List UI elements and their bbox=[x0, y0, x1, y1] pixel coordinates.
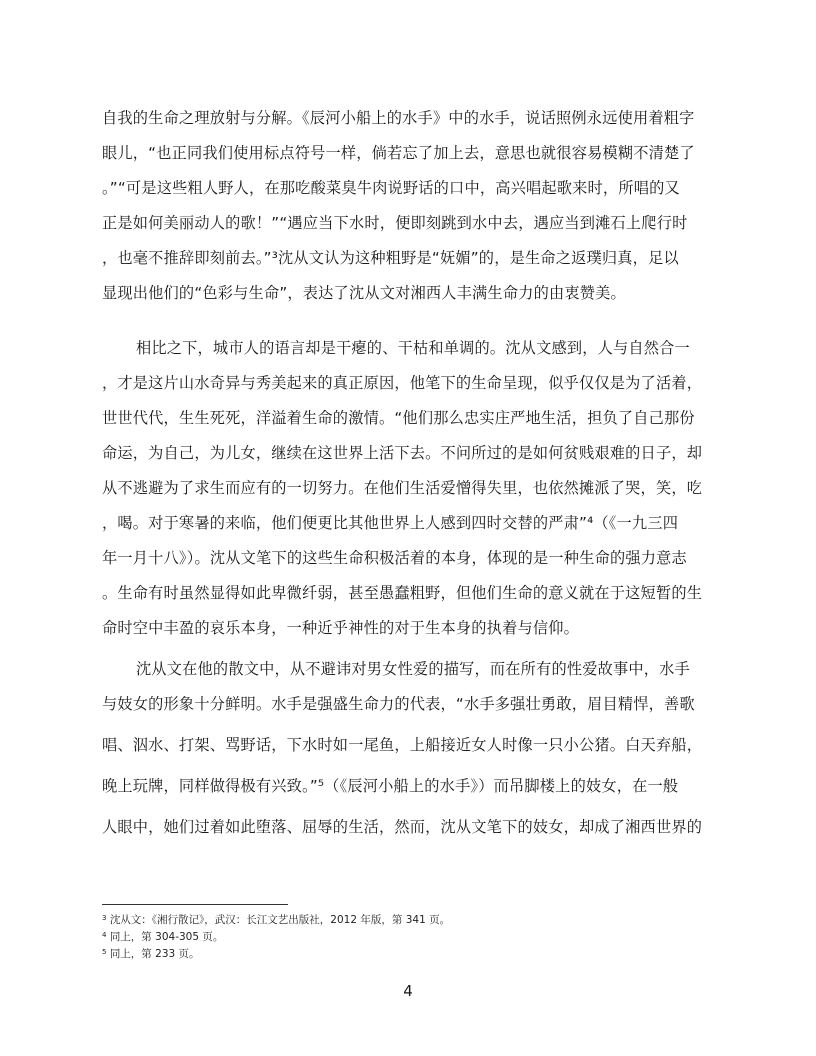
body-line: 命运，为自己，为儿女，继续在这世界上活下去。不问所过的是如何贫贱艰难的日子，却 bbox=[102, 444, 703, 462]
body-line: 眼儿，“也正同我们使用标点符号一样，倘若忘了加上去，意思也就很容易模糊不清楚了 bbox=[102, 144, 695, 162]
body-line: 沈从文在他的散文中，从不避讳对男女性爱的描写，而在所有的性爱故事中，水手 bbox=[136, 660, 690, 678]
body-line: 命时空中丰盈的哀乐本身，一种近乎神性的对于生本身的执着与信仰。 bbox=[102, 619, 580, 637]
body-line: 。生命有时虽然显得如此卑微纤弱，甚至愚蠢粗野，但他们生命的意义就在于这短暂的生 bbox=[102, 584, 703, 602]
footnote-number: 4 bbox=[102, 931, 107, 939]
footnote-text: 同上，第 233 页。 bbox=[109, 948, 200, 960]
body-line: ，喝。对于寒暑的来临，他们便更比其他世界上人感到四时交替的严肃”⁴（《一九三四 bbox=[102, 514, 679, 532]
footnote-text: 同上，第 304-305 页。 bbox=[109, 931, 224, 943]
body-line: 与妓女的形象十分鲜明。水手是强盛生命力的代表，“水手多强壮勇敢，眉目精悍，善歌 bbox=[102, 695, 695, 713]
body-line: 从不逃避为了求生而应有的一切努力。在他们生活爱憎得失里，也依然摊派了哭，笑，吃 bbox=[102, 479, 703, 497]
footnote-divider bbox=[102, 904, 288, 905]
body-line: 显现出他们的“色彩与生命”，表达了沈从文对湘西人丰满生命力的由衷赞美。 bbox=[102, 284, 626, 302]
body-line: 年一月十八》）。沈从文笔下的这些生命积极活着的本身，体现的是一种生命的强力意志 bbox=[102, 549, 687, 567]
body-line: ，也毫不推辞即刻前去。”³沈从文认为这种粗野是“妩媚”的，是生命之返璞归真，足以 bbox=[102, 249, 679, 267]
body-line: 相比之下，城市人的语言却是干瘪的、干枯和单调的。沈从文感到，人与自然合一 bbox=[136, 339, 690, 357]
page-number: 4 bbox=[403, 982, 413, 1000]
body-line: ，才是这片山水奇异与秀美起来的真正原因，他笔下的生命呈现，似乎仅仅是为了活着， bbox=[102, 374, 703, 392]
footnote-text: 沈从文：《湘行散记》，武汉：长江文艺出版社，2012 年版，第 341 页。 bbox=[109, 914, 451, 926]
footnote bbox=[102, 946, 200, 961]
body-line: 。”“可是这些粗人野人，在那吃酸菜臭牛肉说野话的口中，高兴唱起歌来时，所唱的又 bbox=[102, 179, 680, 197]
footnote bbox=[102, 929, 223, 944]
body-line: 晚上玩牌，同样做得极有兴致。”⁵（《辰河小船上的水手》）而吊脚楼上的妓女，在一般 bbox=[102, 777, 679, 795]
footnote bbox=[102, 912, 450, 927]
footnote-number: 3 bbox=[102, 914, 107, 922]
footnote-number: 5 bbox=[102, 948, 107, 956]
body-line: 唱、泅水、打架、骂野话，下水时如一尾鱼，上船接近女人时像一只小公猪。白天弃船， bbox=[102, 736, 703, 754]
body-line: 人眼中，她们过着如此堕落、屈辱的生活，然而，沈从文笔下的妓女，却成了湘西世界的 bbox=[102, 818, 703, 836]
body-line: 正是如何美丽动人的歌！”“遇应当下水时，便即刻跳到水中去，遇应当到滩石上爬行时 bbox=[102, 214, 688, 232]
body-line: 自我的生命之理放射与分解。《辰河小船上的水手》中的水手，说话照例永远使用着粗字 bbox=[102, 109, 695, 127]
body-line: 世世代代，生生死死，洋溢着生命的激情。“他们那么忠实庄严地生活，担负了自己那份 bbox=[102, 409, 695, 427]
